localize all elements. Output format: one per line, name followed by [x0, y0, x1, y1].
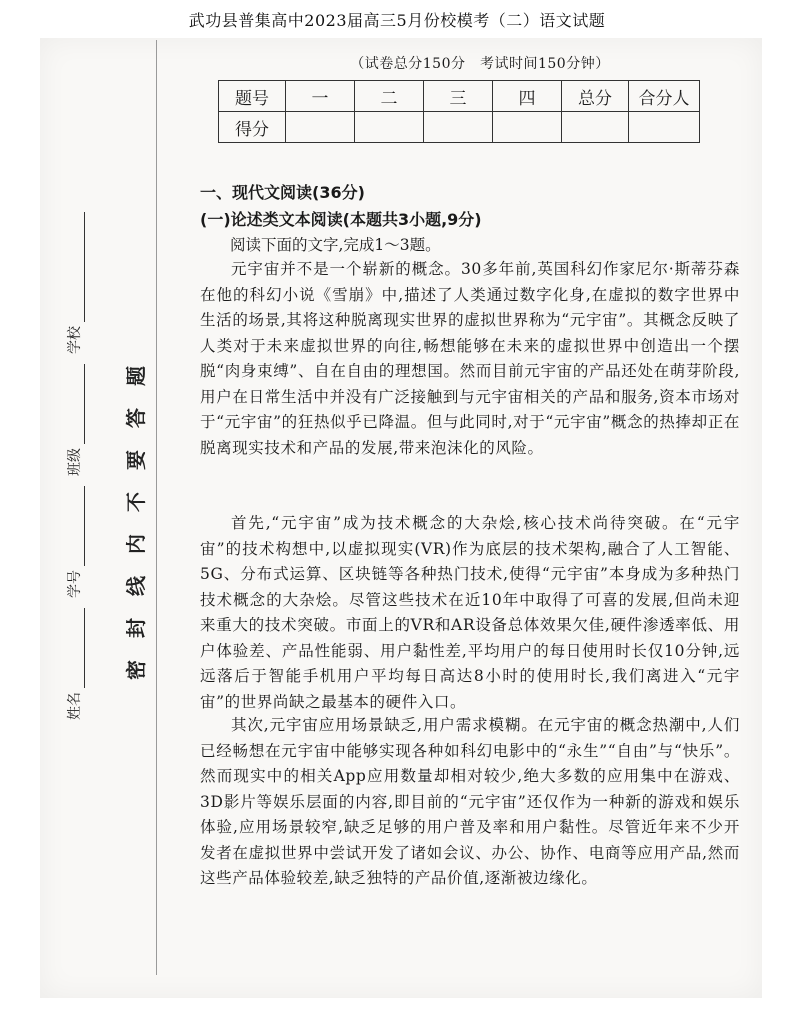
notice-char: 密 — [124, 638, 148, 680]
notice-char: 封 — [124, 596, 148, 638]
name-line — [84, 608, 85, 688]
passage-paragraph-1: 元宇宙并不是一个崭新的概念。30多年前,英国科幻作家尼尔·斯蒂芬森在他的科幻小说《雪崩》中,描述了人类通过数字化身,在虚拟的数字世界中生活的场景,其将这种脱离现实世界的虚拟世界称为“元宇宙”。其概念反映了人类对于未来虚拟世界的向往,畅想能够在未来的虚拟世界中创造出一个摆脱“肉身束缚”、自在自由的理想国。然而目前元宇宙的产品还处在萌芽阶段,用户在日常生活中并没有广泛接触到与元宇宙相关的产品和服务,资本市场对于“元宇宙”的狂热似乎已降温。但与此同时,对于“元宇宙”概念的热捧却正在脱离现实技术和产品的发展,带来泡沫化的风险。 — [200, 260, 740, 457]
section-heading: 一、现代文阅读(36分) — [200, 183, 365, 202]
score-table-score-row — [219, 112, 700, 143]
score-cell-header: 四 — [493, 81, 562, 112]
score-cell-header: 总分 — [562, 81, 629, 112]
passage-paragraph-3: 其次,元宇宙应用场景缺乏,用户需求模糊。在元宇宙的概念热潮中,人们已经畅想在元宇宙中能够实现各种如科幻电影中的“永生”“自由”与“快乐”。然而现实中的相关App应用数量却相对较少,绝大多数的应用集中在游戏、3D影片等娱乐层面的内容,即目前的“元宇宙”还仅作为一种新的游戏和娱乐体验,应用场景较窄,缺乏足够的用户普及率和用户黏性。尽管近年来不少开发者在虚拟世界中尝试开发了诸如会议、办公、协作、电商等应用产品,然而这些产品体验较差,缺乏独特的产品价值,逐渐被边缘化。 — [200, 716, 740, 887]
score-cell-header: 二 — [355, 81, 424, 112]
document-title: 武功县普集高中2023届高三5月份校模考（二）语文试题 — [188, 11, 606, 30]
passage-paragraph-2: 首先,“元宇宙”成为技术概念的大杂烩,核心技术尚待突破。在“元宇宙”的技术构想中,以虚拟现实(VR)作为底层的技术架构,融合了人工智能、5G、分布式运算、区块链等各种热门技术,使得“元宇宙”本身成为多种热门技术概念的大杂烩。尽管这些技术在近10年中取得了可喜的发展,但尚未迎来重大的技术突破。市面上的VR和AR设备总体效果欠佳,硬件渗透率低、用户体验差、产品性能弱、用户黏性差,平均用户的每日使用时长仅10分钟,远远落后于智能手机用户平均每日高达8小时的使用时长,我们离进入“元宇宙”的世界尚缺之最基本的硬件入口。 — [200, 514, 740, 711]
student-id-line — [84, 486, 85, 566]
notice-char: 线 — [124, 554, 148, 596]
notice-char: 要 — [124, 428, 148, 470]
school-label: 学校 — [67, 326, 83, 354]
class-label: 班级 — [67, 448, 83, 476]
score-cell-blank — [424, 112, 493, 143]
name-label: 姓名 — [67, 692, 83, 720]
student-info-fields — [64, 200, 92, 720]
notice-char: 答 — [124, 386, 148, 428]
subsection-heading: (一)论述类文本阅读(本题共3小题,9分) — [200, 210, 482, 229]
notice-char: 不 — [124, 470, 148, 512]
score-cell-blank — [286, 112, 355, 143]
score-cell-header: 合分人 — [629, 81, 700, 112]
score-cell-header: 题号 — [219, 81, 286, 112]
binding-margin — [60, 210, 180, 720]
score-row-label: 得分 — [219, 112, 286, 143]
score-table — [218, 80, 700, 143]
student-id-label: 学号 — [67, 570, 83, 598]
score-cell-header: 三 — [424, 81, 493, 112]
seal-line-notice — [120, 200, 149, 680]
notice-char: 题 — [124, 344, 148, 386]
binding-margin-rotated — [60, 200, 180, 720]
score-cell-blank — [355, 112, 424, 143]
reading-instruction: 阅读下面的文字,完成1～3题。 — [230, 236, 441, 254]
score-cell-blank — [629, 112, 700, 143]
class-line — [84, 364, 85, 444]
school-line — [84, 212, 85, 322]
score-cell-blank — [493, 112, 562, 143]
score-cell-blank — [562, 112, 629, 143]
score-table-header-row — [219, 81, 700, 112]
exam-info: （试卷总分150分 考试时间150分钟） — [350, 56, 610, 72]
score-cell-header: 一 — [286, 81, 355, 112]
notice-char: 内 — [124, 512, 148, 554]
